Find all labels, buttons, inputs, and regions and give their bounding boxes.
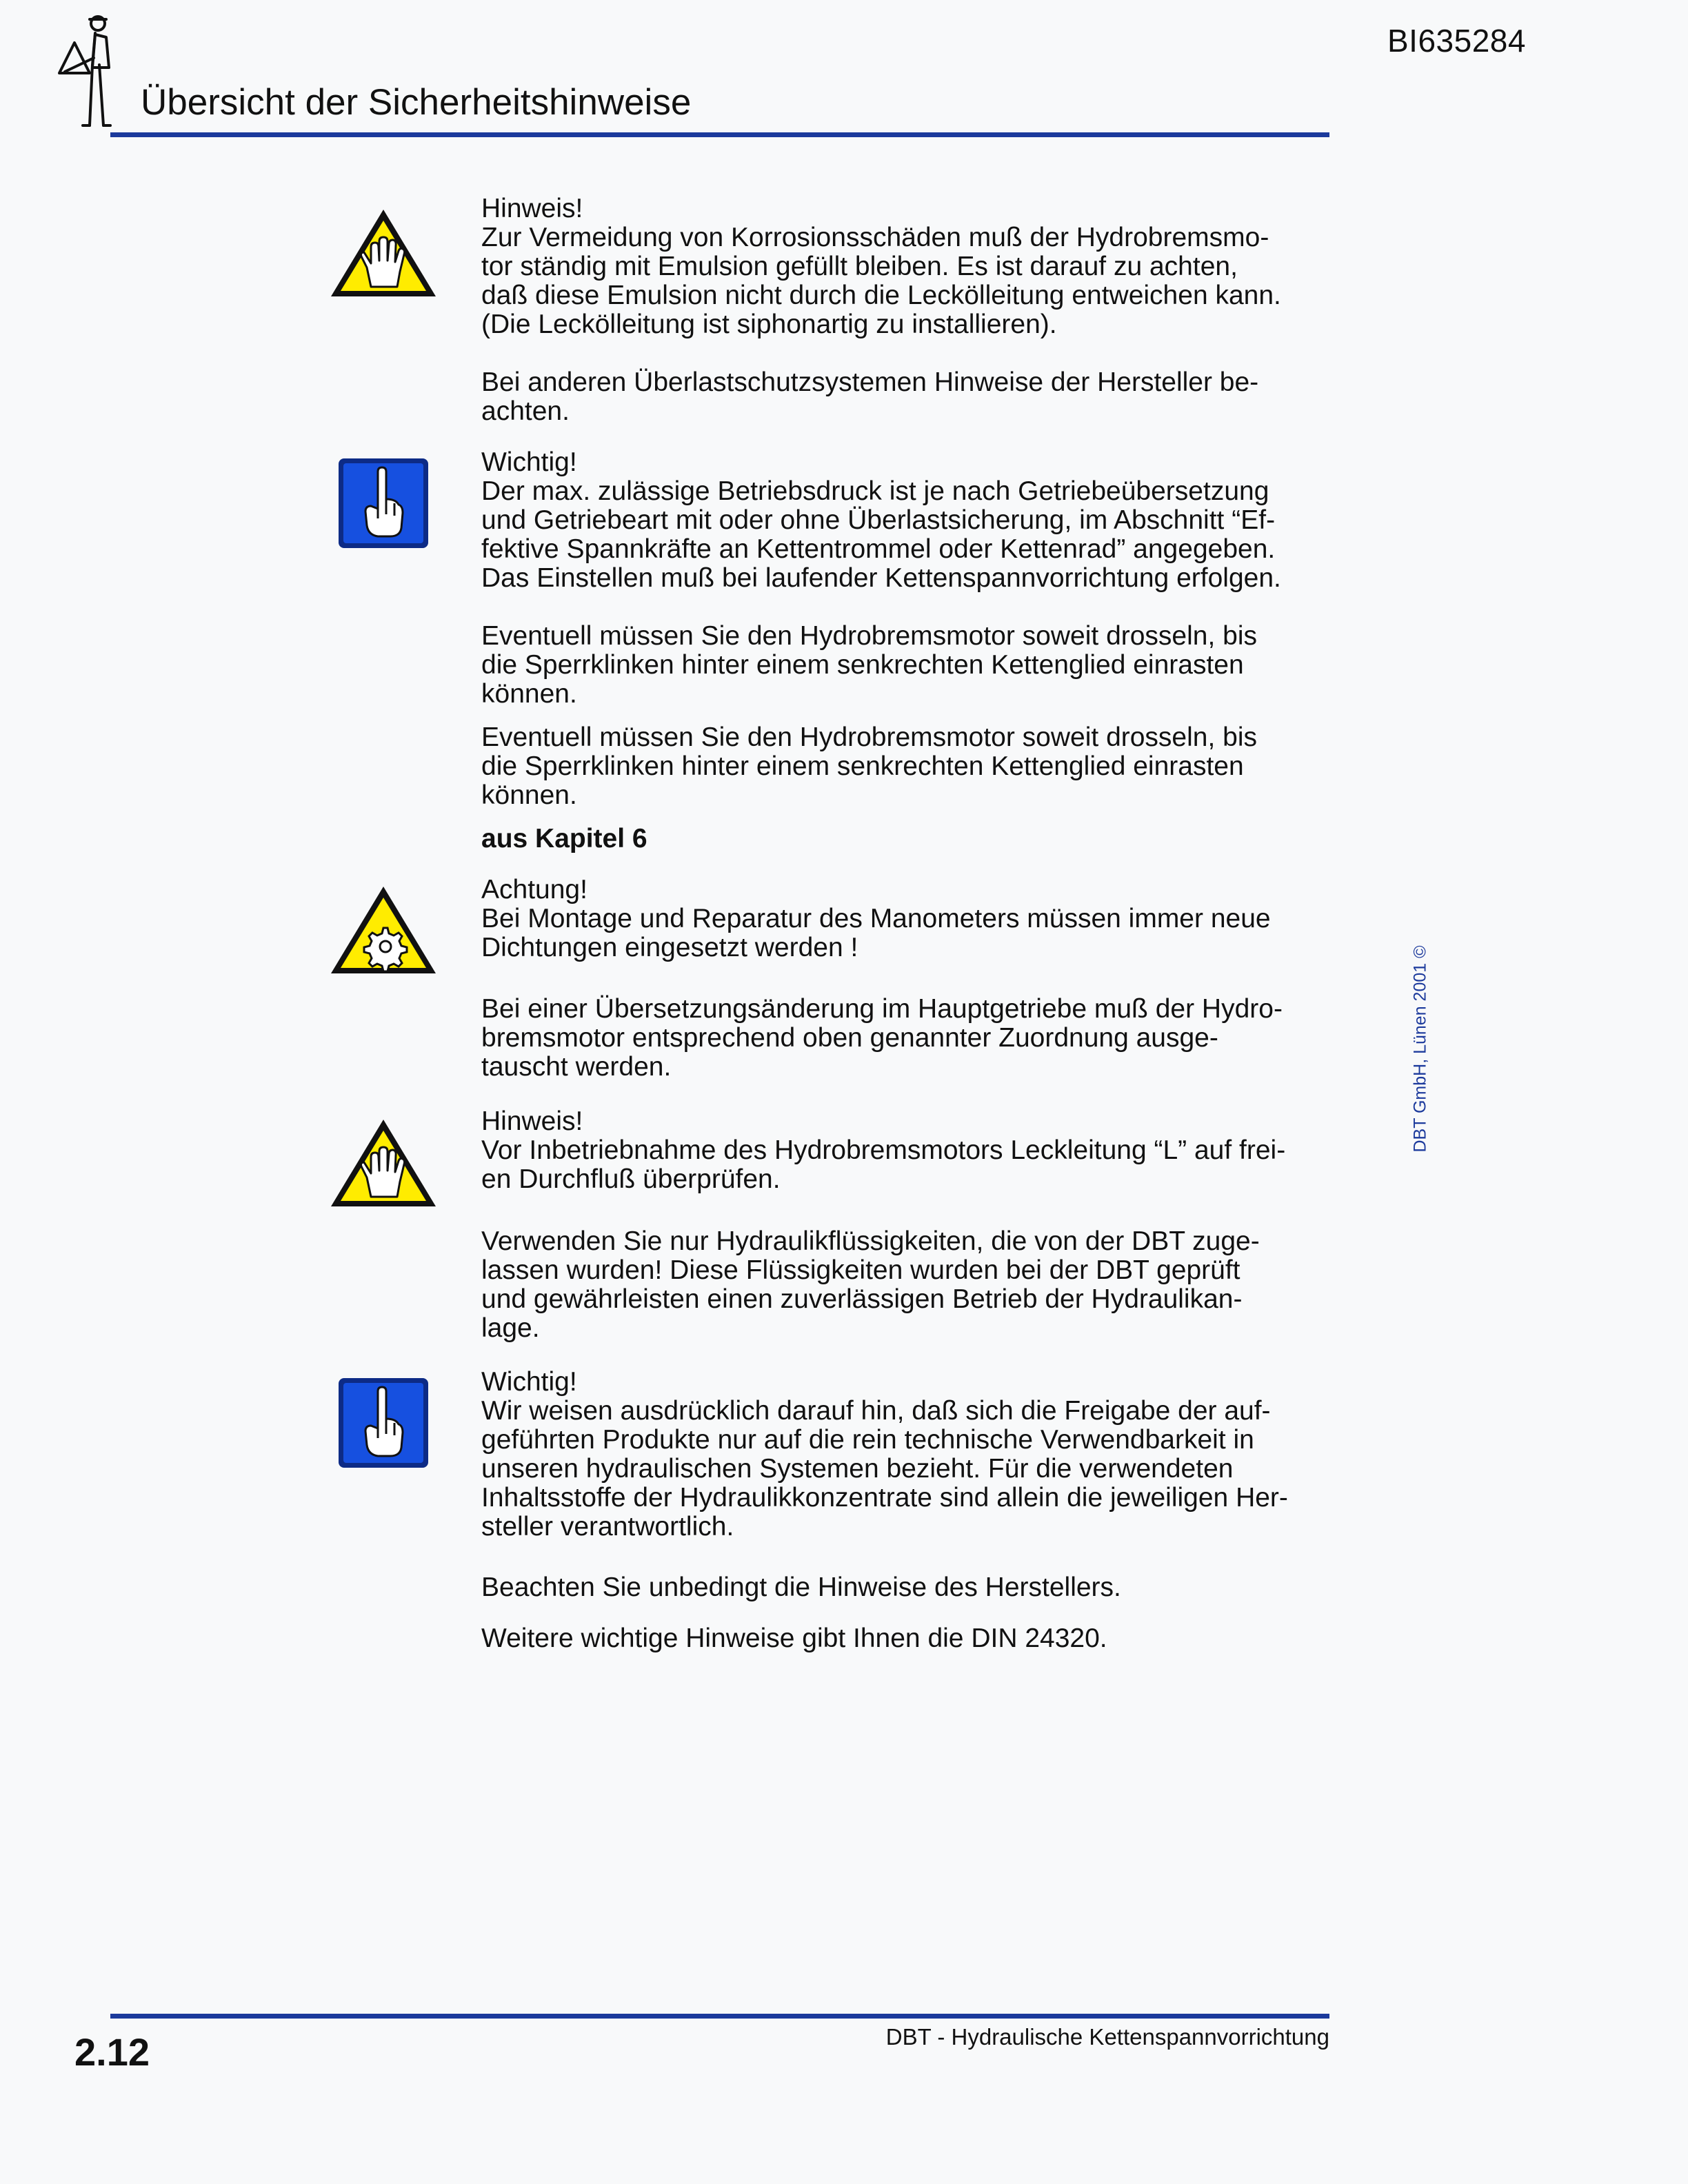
notice-heading: Wichtig!	[481, 1367, 577, 1397]
text-line: achten.	[481, 396, 570, 426]
notice-block-approval	[481, 1368, 1336, 1541]
worker-logo-icon	[57, 7, 128, 128]
notice-heading: Hinweis!	[481, 194, 583, 223]
copyright-note	[1403, 935, 1438, 1162]
paragraph-gear-change	[481, 995, 1336, 1082]
text-line: lassen wurden! Diese Flüssigkeiten wurden bei der DBT geprüft	[481, 1255, 1240, 1285]
text-line: können.	[481, 679, 577, 709]
text-line: unseren hydraulischen Systemen bezieht. Für die verwendeten	[481, 1454, 1234, 1484]
paragraph-throttle-repeat	[481, 723, 1336, 810]
text-line: (Die Leckölleitung ist siphonartig zu installieren).	[481, 310, 1057, 339]
text-line: steller verantwortlich.	[481, 1512, 734, 1541]
text-line: und Getriebeart mit oder ohne Überlastsicherung, im Abschnitt “Ef-	[481, 505, 1276, 535]
text-line: Wir weisen ausdrücklich darauf hin, daß sich die Freigabe der auf-	[481, 1396, 1271, 1426]
paragraph-manufacturer	[481, 1573, 1336, 1602]
footer-rule	[110, 2014, 1329, 2019]
text-line: tauscht werden.	[481, 1052, 672, 1082]
text-line: daß diese Emulsion nicht durch die Leckölleitung entweichen kann.	[481, 281, 1281, 310]
text-line: und gewährleisten einen zuverlässigen Betrieb der Hydraulikan-	[481, 1284, 1243, 1314]
stop-hand-warning-icon	[327, 205, 440, 301]
text-line: Vor Inbetriebnahme des Hydrobremsmotors Leckleitung “L” auf frei-	[481, 1135, 1286, 1165]
pointing-finger-info-icon	[336, 1376, 430, 1470]
text-line: Verwenden Sie nur Hydraulikflüssigkeiten, die von der DBT zuge-	[481, 1226, 1260, 1256]
notice-block-corrosion	[481, 194, 1336, 339]
text-line: Eventuell müssen Sie den Hydrobremsmotor soweit drosseln, bis	[481, 621, 1258, 651]
section-heading: aus Kapitel 6	[481, 824, 647, 853]
paragraph-hydraulic-fluids	[481, 1227, 1336, 1343]
text-line: Bei einer Übersetzungsänderung im Hauptgetriebe muß der Hydro-	[481, 994, 1283, 1024]
text-line: Das Einstellen muß bei laufender Kettenspannvorrichtung erfolgen.	[481, 563, 1281, 593]
text-line: Der max. zulässige Betriebsdruck ist je nach Getriebeübersetzung	[481, 476, 1269, 506]
paragraph-throttle	[481, 622, 1336, 709]
text-line: Weitere wichtige Hinweise gibt Ihnen die DIN 24320.	[481, 1624, 1107, 1653]
text-line: fektive Spannkräfte an Kettentrommel oder Kettenrad” angegeben.	[481, 534, 1276, 564]
text-line: lage.	[481, 1313, 540, 1343]
text-line: Dichtungen eingesetzt werden !	[481, 933, 858, 962]
page-title: Übersicht der Sicherheitshinweise	[141, 82, 692, 123]
header-rule	[110, 132, 1329, 137]
gear-warning-icon	[327, 882, 440, 978]
chapter-heading	[481, 825, 1336, 853]
text-line: bremsmotor entsprechend oben genannter Zuordnung ausge-	[481, 1023, 1218, 1053]
text-line: Bei Montage und Reparatur des Manometers müssen immer neue	[481, 904, 1271, 933]
notice-heading: Achtung!	[481, 875, 587, 904]
text-line: Zur Vermeidung von Korrosionsschäden muß der Hydrobremsmo-	[481, 223, 1269, 252]
text-line: tor ständig mit Emulsion gefüllt bleiben. Es ist darauf zu achten,	[481, 252, 1238, 281]
pointing-finger-info-icon	[336, 456, 430, 550]
text-line: Inhaltsstoffe der Hydraulikkonzentrate sind allein die jeweiligen Her-	[481, 1483, 1288, 1513]
text-line: Beachten Sie unbedingt die Hinweise des Herstellers.	[481, 1573, 1121, 1602]
paragraph-din	[481, 1624, 1336, 1653]
text-line: geführten Produkte nur auf die rein technische Verwendbarkeit in	[481, 1425, 1254, 1455]
notice-block-pressure	[481, 448, 1336, 593]
text-line: die Sperrklinken hinter einem senkrechten Kettenglied einrasten	[481, 751, 1244, 781]
text-line: können.	[481, 780, 577, 810]
document-id: BI635284	[1387, 23, 1526, 59]
notice-heading: Wichtig!	[481, 447, 577, 477]
text-line: Eventuell müssen Sie den Hydrobremsmotor soweit drosseln, bis	[481, 722, 1258, 752]
text-line: Bei anderen Überlastschutzsystemen Hinweise der Hersteller be-	[481, 367, 1259, 397]
notice-block-leak-line	[481, 1107, 1336, 1194]
copyright-text: DBT GmbH, Lünen 2001 ©	[1410, 944, 1430, 1153]
page-number: 2.12	[74, 2030, 150, 2074]
paragraph-overload	[481, 368, 1336, 426]
text-line: die Sperrklinken hinter einem senkrechten Kettenglied einrasten	[481, 650, 1244, 680]
notice-block-manometer	[481, 876, 1336, 962]
footer-document-title: DBT - Hydraulische Kettenspannvorrichtung	[885, 2024, 1329, 2050]
notice-heading: Hinweis!	[481, 1106, 583, 1136]
stop-hand-warning-icon	[327, 1115, 440, 1211]
text-line: en Durchfluß überprüfen.	[481, 1164, 781, 1194]
